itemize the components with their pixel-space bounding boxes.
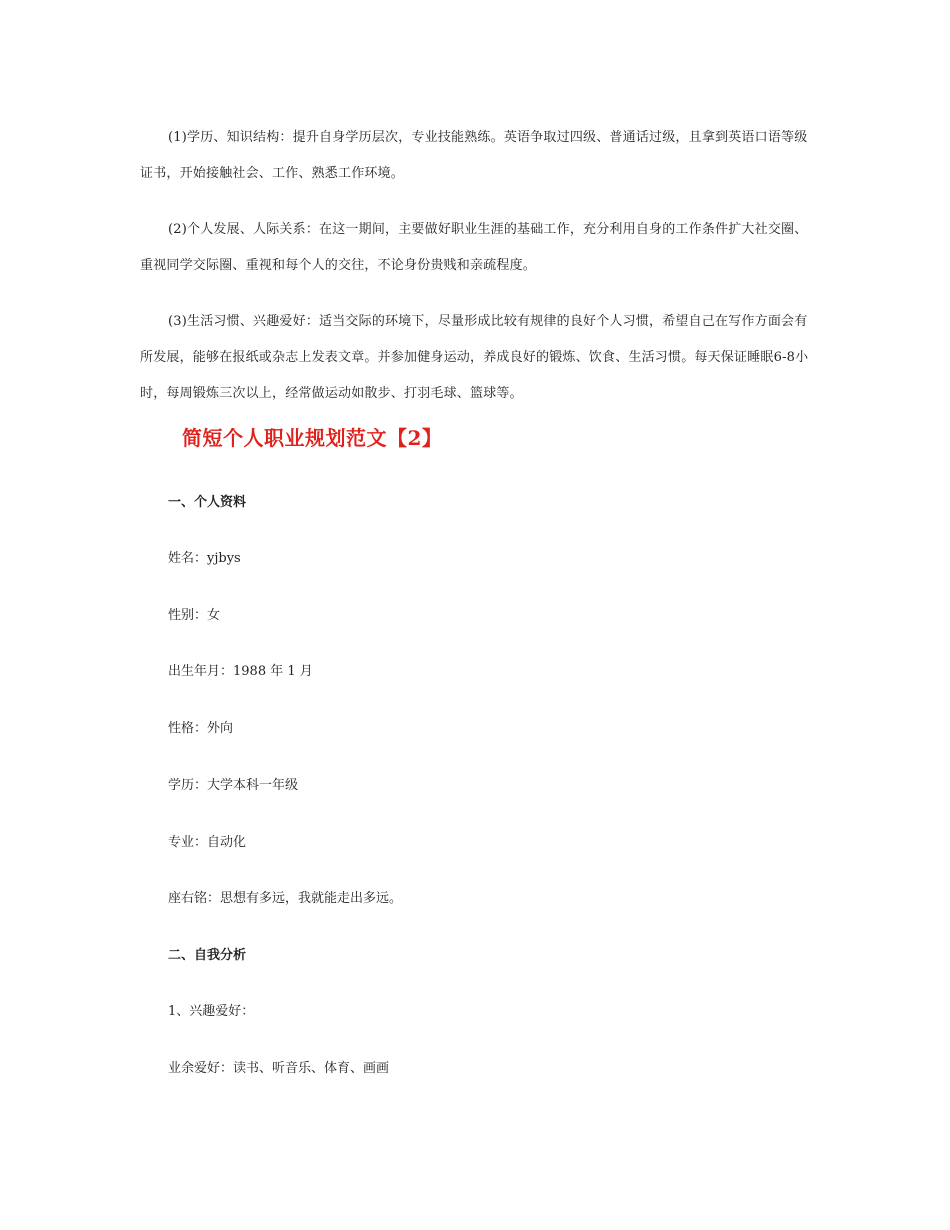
profile-personality: 性格：外向	[168, 721, 234, 736]
profile-education: 学历：大学本科一年级	[168, 778, 299, 793]
paragraph-development: (2)个人发展、人际关系：在这一期间，主要做好职业生涯的基础工作，充分利用自身的工作条件扩大社交圈、重视同学交际圈、重视和每个人的交往，不论身份贵贱和亲疏程度。	[140, 222, 808, 273]
section-title: 简短个人职业规划范文【2】	[182, 426, 443, 450]
analysis-heading: 二、自我分析	[168, 948, 247, 963]
profile-major: 专业：自动化	[168, 835, 247, 850]
profile-birth: 出生年月：1988 年 1 月	[168, 664, 313, 679]
profile-name: 姓名：yjbys	[168, 551, 241, 566]
paragraph-habits: (3)生活习惯、兴趣爱好：适当交际的环境下，尽量形成比较有规律的良好个人习惯，希望自己在写作方面会有所发展，能够在报纸或杂志上发表文章。并参加健身运动，养成良好的锻炼、饮食、生活习惯。每天保证睡眠6-8小时，每周锻炼三次以上，经常做运动如散步、打羽毛球、篮球等。	[140, 314, 809, 401]
paragraph-education: (1)学历、知识结构：提升自身学历层次，专业技能熟练。英语争取过四级、普通话过级，且拿到英语口语等级证书，开始接触社会、工作、熟悉工作环境。	[140, 130, 808, 181]
profile-motto: 座右铭：思想有多远，我就能走出多远。	[168, 891, 403, 906]
profile-heading: 一、个人资料	[168, 495, 247, 510]
profile-gender: 性别：女	[168, 608, 221, 623]
analysis-subheading: 1、兴趣爱好：	[168, 1004, 255, 1019]
analysis-hobbies: 业余爱好：读书、听音乐、体育、画画	[168, 1061, 390, 1076]
